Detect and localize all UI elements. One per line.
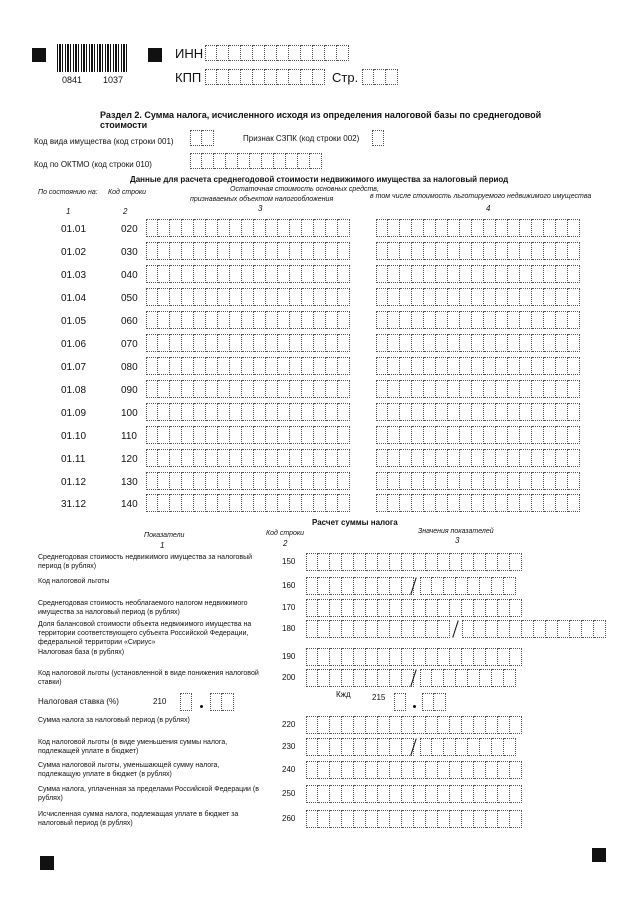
row-date: 01.11 <box>61 454 86 465</box>
inn-label: ИНН <box>175 46 204 61</box>
col-number-1: 1 <box>66 207 71 216</box>
residual-value-field[interactable] <box>146 265 350 283</box>
calc-row-code: 230 <box>282 742 296 751</box>
row-code: 050 <box>121 293 138 304</box>
calc-row-code: 200 <box>282 673 296 682</box>
row-code: 070 <box>121 339 138 350</box>
row-date: 01.04 <box>61 293 87 304</box>
residual-value-field[interactable] <box>146 380 350 398</box>
calc-row-label: Налоговая ставка (%) <box>38 697 119 706</box>
calc-row-code: 170 <box>282 603 296 612</box>
row-code: 090 <box>121 385 138 396</box>
calc-row-code: 150 <box>282 557 296 566</box>
corner-marker <box>148 48 162 62</box>
row-code: 040 <box>121 270 138 281</box>
row-code: 130 <box>121 477 138 488</box>
residual-value-field[interactable] <box>146 449 350 467</box>
row-date: 01.12 <box>61 477 87 488</box>
row-date: 01.07 <box>61 362 87 373</box>
row-code: 120 <box>121 454 138 465</box>
barcode-number-left: 0841 <box>62 75 83 85</box>
col-number-4: 4 <box>486 204 491 213</box>
kpp-field[interactable] <box>205 69 325 85</box>
page-label: Стр. <box>332 70 359 85</box>
calc-row-label: Код налоговой льготы (в виде уменьшения суммы налога, подлежащей уплате в бюджет) <box>38 739 228 755</box>
benefit-value-field[interactable] <box>376 449 580 467</box>
row-code: 020 <box>121 224 138 235</box>
calc-row-code: 250 <box>282 789 296 798</box>
benefit-value-field[interactable] <box>376 219 580 237</box>
residual-value-field[interactable] <box>146 403 350 421</box>
benefit-value-field[interactable] <box>376 311 580 329</box>
col-benefit-header: в том числе стоимость льготируемого недвижимого имущества <box>370 193 592 200</box>
calc-value-field[interactable] <box>306 716 522 734</box>
calc-row-code: 240 <box>282 765 296 774</box>
calc-row-label: Среднегодовая стоимость необлагаемого налогом недвижимого имущества за налоговый период (в рублях) <box>38 600 248 616</box>
benefit-value-field[interactable] <box>376 494 580 512</box>
kzd-frac-field[interactable] <box>422 693 446 711</box>
benefit-value-field[interactable] <box>376 472 580 490</box>
benefit-value-field[interactable] <box>376 265 580 283</box>
residual-value-field[interactable] <box>146 311 350 329</box>
residual-value-field[interactable] <box>146 288 350 306</box>
tax-rate-frac-field[interactable] <box>210 693 234 711</box>
oktmo-label: Код по ОКТМО (код строки 010) <box>34 160 152 169</box>
calc-row-label: Сумма налога за налоговый период (в рублях) <box>38 717 190 724</box>
row-code: 030 <box>121 247 138 258</box>
calc-row-label: Сумма налоговой льготы, уменьшающей сумму налога, подлежащую уплате в бюджет (в рублях) <box>38 762 220 778</box>
calc-col-code: Код строки <box>266 530 305 537</box>
col-number-2: 2 <box>123 207 128 216</box>
calc-value-field-part2[interactable] <box>420 738 516 756</box>
row-date: 31.12 <box>61 499 87 510</box>
corner-marker <box>592 848 606 862</box>
benefit-value-field[interactable] <box>376 357 580 375</box>
decimal-point <box>200 705 203 708</box>
page-field[interactable] <box>362 69 398 85</box>
calc-row-code: 210 <box>153 697 167 706</box>
row-date: 01.01 <box>61 224 87 235</box>
calc-row-label: Налоговая база (в рублях) <box>38 649 125 656</box>
residual-value-field[interactable] <box>146 357 350 375</box>
calc-value-field[interactable] <box>306 738 414 756</box>
tax-rate-int-field[interactable] <box>180 693 192 711</box>
barcode <box>57 44 129 72</box>
row-date: 01.02 <box>61 247 87 258</box>
calc-value-field-part2[interactable] <box>420 669 516 687</box>
benefit-value-field[interactable] <box>376 380 580 398</box>
benefit-value-field[interactable] <box>376 426 580 444</box>
benefit-value-field[interactable] <box>376 334 580 352</box>
col-residual-header: Остаточная стоимость основных средств, <box>230 186 379 193</box>
row-date: 01.03 <box>61 270 87 281</box>
calc-value-field[interactable] <box>306 577 414 595</box>
col-code-header: Код строки <box>108 189 147 196</box>
benefit-value-field[interactable] <box>376 242 580 260</box>
calc-row-label: Исчисленная сумма налога, подлежащая уплате в бюджет за налоговый период (в рублях) <box>38 811 239 827</box>
row-code: 060 <box>121 316 138 327</box>
inn-field[interactable] <box>205 45 349 61</box>
calc-row-code: 190 <box>282 652 296 661</box>
calc-row-label: Среднегодовая стоимость недвижимого имущества за налоговый период (в рублях) <box>38 554 253 570</box>
row-date: 01.06 <box>61 339 87 350</box>
szpk-label: Признак СЗПК (код строки 002) <box>243 134 360 143</box>
row-date: 01.08 <box>61 385 87 396</box>
calc-row-code: 160 <box>282 581 296 590</box>
share-denominator-field[interactable] <box>462 620 606 638</box>
col-number-3: 3 <box>258 204 263 213</box>
calc-value-field-part2[interactable] <box>420 577 516 595</box>
decimal-point <box>413 705 416 708</box>
residual-value-field[interactable] <box>146 494 350 512</box>
row-code: 100 <box>121 408 138 419</box>
section-title: Раздел 2. Сумма налога, исчисленного исходя из определения налоговой базы по среднегодовой стоимости <box>100 110 542 130</box>
kpp-label: КПП <box>175 70 202 85</box>
calc-row-label: Доля балансовой стоимости объекта недвижимого имущества на территории соответствующего субъекта Российской Федерации, федеральной территории «Сириус» <box>38 621 252 646</box>
calc-col-values: Значения показателей <box>418 528 494 535</box>
calc-value-field[interactable] <box>306 648 522 666</box>
residual-value-field[interactable] <box>146 334 350 352</box>
kzd-int-field[interactable] <box>394 693 406 711</box>
calc-row-code: 220 <box>282 720 296 729</box>
property-code-label: Код вида имущества (код строки 001) <box>34 137 174 146</box>
calc-value-field[interactable] <box>306 761 522 779</box>
property-code-field[interactable] <box>190 130 214 146</box>
calc-row-label: Код налоговой льготы <box>38 578 110 585</box>
calc-value-field[interactable] <box>306 553 522 571</box>
calc-col-number-1: 1 <box>160 541 165 550</box>
kzd-code: 215 <box>372 693 386 702</box>
calc-title: Расчет суммы налога <box>312 518 398 527</box>
calc-row-code: 180 <box>282 624 296 633</box>
calc-value-field[interactable] <box>306 810 522 828</box>
row-code: 110 <box>121 431 137 442</box>
oktmo-field[interactable] <box>190 153 322 169</box>
residual-value-field[interactable] <box>146 219 350 237</box>
calc-value-field[interactable] <box>306 599 522 617</box>
calc-value-field[interactable] <box>306 785 522 803</box>
col-residual-header-2: признаваемых объектом налогообложения <box>190 196 334 203</box>
separator-slash <box>452 620 459 637</box>
kzd-label: Кжд <box>336 690 351 699</box>
calc-col-number-3: 3 <box>455 536 460 545</box>
row-code: 080 <box>121 362 138 373</box>
corner-marker <box>40 856 54 870</box>
row-date: 01.10 <box>61 431 87 442</box>
benefit-value-field[interactable] <box>376 403 580 421</box>
corner-marker <box>32 48 46 62</box>
row-code: 140 <box>121 499 138 510</box>
col-date-header: По состоянию на: <box>38 189 98 196</box>
data-table-title: Данные для расчета среднегодовой стоимости недвижимого имущества за налоговый период <box>130 175 509 184</box>
calc-row-code: 260 <box>282 814 296 823</box>
residual-value-field[interactable] <box>146 426 350 444</box>
residual-value-field[interactable] <box>146 242 350 260</box>
row-date: 01.05 <box>61 316 87 327</box>
szpk-field[interactable] <box>372 130 384 146</box>
calc-col-number-2: 2 <box>283 539 288 548</box>
benefit-value-field[interactable] <box>376 288 580 306</box>
barcode-number-right: 1037 <box>103 75 124 85</box>
residual-value-field[interactable] <box>146 472 350 490</box>
row-date: 01.09 <box>61 408 87 419</box>
calc-row-label: Код налоговой льготы (установленной в виде понижения налоговой ставки) <box>38 670 259 686</box>
calc-value-field[interactable] <box>306 669 414 687</box>
calc-col-indicators: Показатели <box>144 532 185 539</box>
calc-row-label: Сумма налога, уплаченная за пределами Российской Федерации (в рублях) <box>38 786 259 802</box>
share-numerator-field[interactable] <box>306 620 450 638</box>
